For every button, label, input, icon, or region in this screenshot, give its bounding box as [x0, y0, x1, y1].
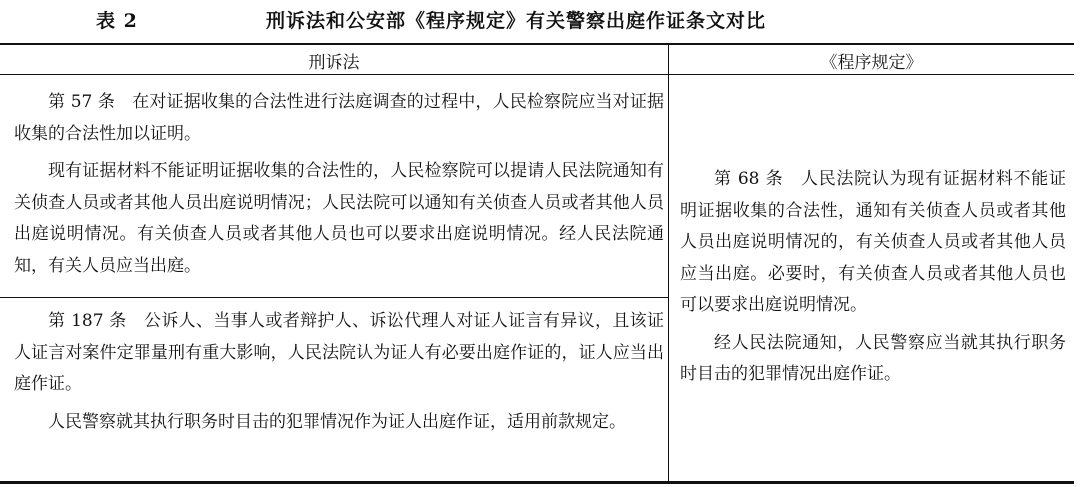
table-title: 刑诉法和公安部《程序规定》有关警察出庭作证条文对比: [266, 10, 767, 32]
column-header-criminal-procedure-law: 刑诉法: [308, 53, 360, 73]
column-divider: [668, 44, 669, 482]
column-header-procedure-rules: 《程序规定》: [820, 53, 923, 73]
article-187-paragraph-2: 人民警察就其执行职务时目击的犯罪情况作为证人出庭作证，适用前款规定。: [48, 411, 626, 432]
article-68-paragraph-2: 经人民法院通知，人民警察应当就其执行职务时目击的犯罪情况出庭作证。: [680, 332, 1066, 384]
table-caption: [0, 0, 1081, 42]
table-number: 表 2: [96, 10, 138, 32]
article-57-paragraph-1: 第 57 条 在对证据收集的合法性进行法庭调查的过程中，人民检察院应当对证据收集的合法性加以证明。: [14, 92, 664, 144]
article-187-paragraph-1: 第 187 条 公诉人、当事人或者辩护人、诉讼代理人对证人证言有异议，且该证人证言对案件定罪量刑有重大影响，人民法院认为证人有必要出庭作证的，证人应当出庭作证。: [14, 311, 664, 394]
header-rule: [0, 74, 1074, 75]
article-187-cell: [14, 306, 664, 444]
article-57-paragraph-2: 现有证据材料不能证明证据收集的合法性的，人民检察院可以提请人民法院通知有关侦查人员或者其他人员出庭说明情况；人民法院可以通知有关侦查人员或者其他人员出庭说明情况。有关侦查人员或者其他人员也可以要求出庭说明情况。经人民法院通知，有关人员应当出庭。: [14, 161, 664, 276]
article-68-cell: [680, 164, 1066, 397]
article-57-cell: [14, 87, 664, 288]
top-rule: [0, 43, 1074, 45]
bottom-rule: [0, 481, 1074, 484]
row-divider: [0, 297, 668, 298]
article-68-paragraph-1: 第 68 条 人民法院认为现有证据材料不能证明证据收集的合法性，通知有关侦查人员或者其他人员出庭说明情况的，有关侦查人员或者其他人员应当出庭。必要时，有关侦查人员或者其他人员也可以要求出庭说明情况。: [680, 169, 1066, 315]
